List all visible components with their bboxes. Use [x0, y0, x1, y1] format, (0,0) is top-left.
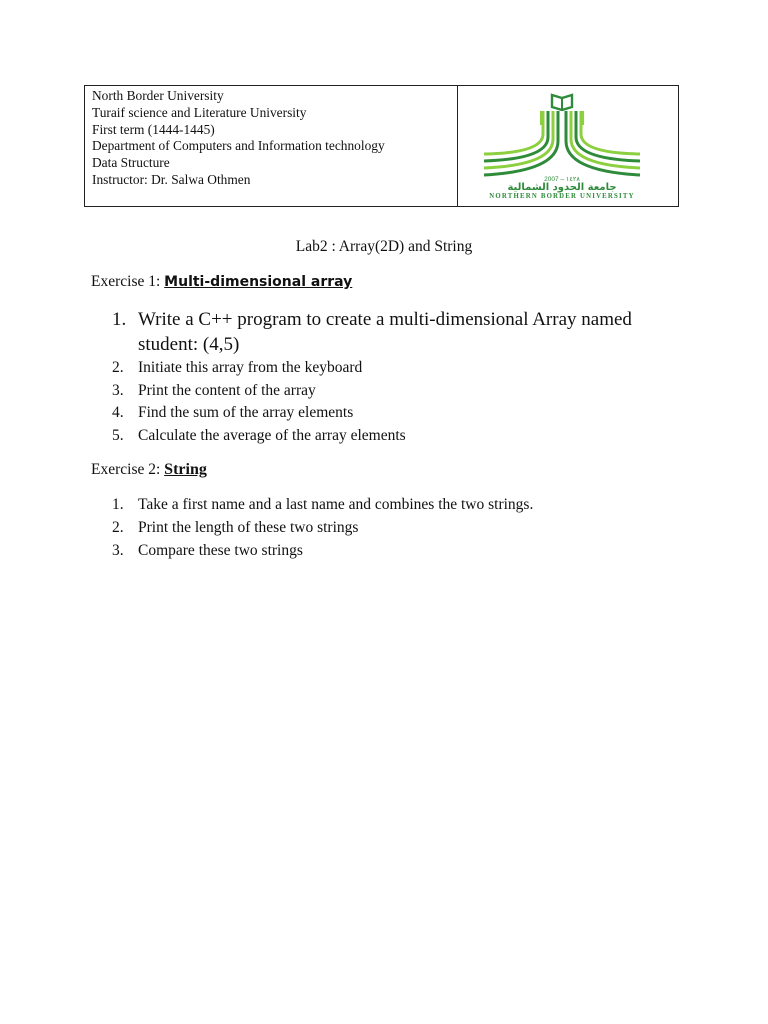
logo-arabic-name: جامعة الحدود الشمالية [507, 182, 617, 193]
exercise2-heading [91, 461, 207, 479]
item-number: 3. [112, 382, 124, 399]
item-text: Write a C++ program to create a multi-dimensional Array named [138, 309, 632, 330]
exercise1-topic: Multi-dimensional array [164, 274, 353, 290]
exercise1-item-2 [112, 359, 362, 377]
item-text: Take a first name and a last name and combines the two strings. [138, 496, 534, 513]
page-title [0, 238, 768, 256]
item-number: 3. [112, 542, 124, 559]
department: Department of Computers and Information technology [92, 138, 385, 154]
exercise2-prefix: Exercise 2: [91, 461, 161, 478]
exercise1-heading [91, 273, 352, 291]
item-number: 1. [112, 496, 124, 513]
exercise1-item-3 [112, 382, 316, 400]
term: First term (1444-1445) [92, 121, 215, 137]
logo-english-name: NORTHERN BORDER UNIVERSITY [489, 193, 635, 200]
item-text: Calculate the average of the array elements [138, 427, 406, 444]
exercise2-topic: String [164, 461, 207, 478]
item-number: 4. [112, 404, 124, 421]
logo-cell [458, 86, 678, 206]
item-number: 1. [112, 309, 127, 330]
exercise1-item-4 [112, 404, 353, 422]
exercise1-item-5 [112, 427, 406, 445]
college-name: Turaif science and Literature University [92, 104, 307, 120]
university-name: North Border University [92, 88, 224, 103]
exercise1-prefix: Exercise 1: [91, 273, 161, 290]
exercise2-item-3 [112, 542, 303, 560]
item-text: Initiate this array from the keyboard [138, 359, 363, 376]
header-table [84, 85, 679, 207]
exercise2-item-1 [112, 496, 533, 514]
item-text: Compare these two strings [138, 542, 303, 559]
header-info [85, 86, 458, 206]
course-name: Data Structure [92, 155, 170, 171]
university-logo [480, 89, 646, 201]
item-number: 5. [112, 427, 124, 444]
title-text: Lab2 : Array(2D) and String [295, 238, 473, 255]
item-text: Find the sum of the array elements [138, 404, 354, 421]
exercise1-item-1 [112, 307, 632, 355]
instructor: Instructor: Dr. Salwa Othmen [92, 171, 251, 187]
logo-year: 2007 – ١٤٢٨ [544, 176, 580, 183]
exercise2-item-2 [112, 519, 358, 537]
item-text: Print the length of these two strings [138, 519, 359, 536]
item-number: 2. [112, 519, 124, 536]
item-text-continued: student: (4,5) [138, 334, 240, 355]
item-text: Print the content of the array [138, 382, 316, 399]
item-number: 2. [112, 359, 124, 376]
